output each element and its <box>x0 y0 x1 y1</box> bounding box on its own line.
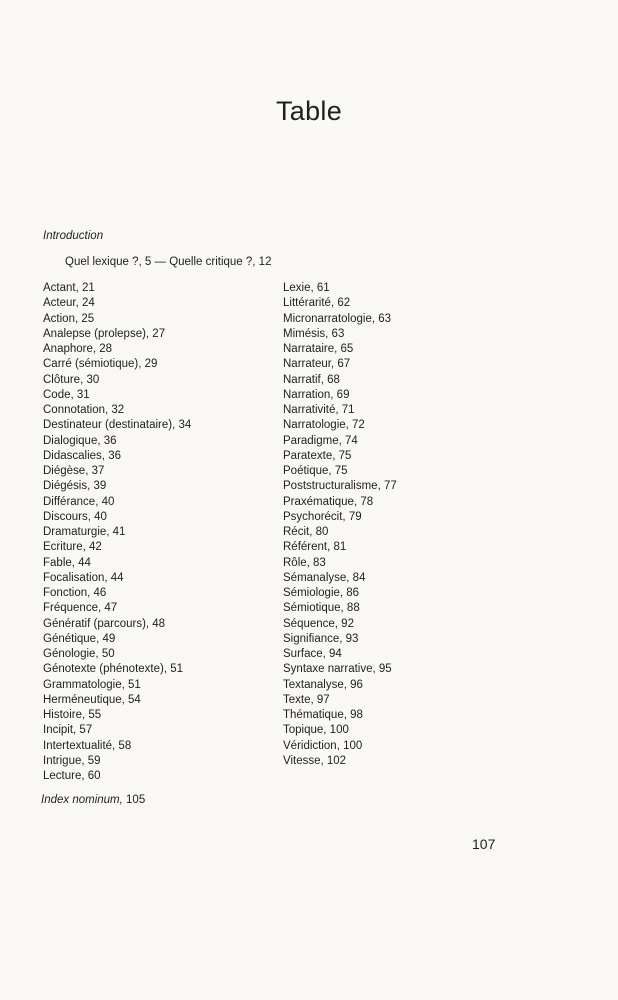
toc-entry: Intrigue, 59 <box>43 754 101 767</box>
toc-entry: Surface, 94 <box>283 648 342 660</box>
toc-entry: Texte, 97 <box>283 693 330 706</box>
toc-entry: Lexie, 61 <box>283 282 330 294</box>
toc-entry: Destinateur (destinataire), 34 <box>43 419 192 432</box>
toc-right-column <box>283 281 397 769</box>
toc-entry: Fonction, 46 <box>43 587 107 599</box>
toc-entry: Paratexte, 75 <box>283 449 352 462</box>
toc-entry: Diégèse, 37 <box>43 465 105 477</box>
toc-entry: Thématique, 98 <box>283 709 363 721</box>
toc-entry: Référent, 81 <box>283 541 347 554</box>
toc-entry: Didascalies, 36 <box>43 449 121 462</box>
toc-entry: Anaphore, 28 <box>43 343 113 355</box>
toc-entry: Génératif (parcours), 48 <box>43 617 166 630</box>
toc-entry: Paradigme, 74 <box>283 434 358 447</box>
toc-entry: Sémiotique, 88 <box>283 602 360 615</box>
toc-entry: Signifiance, 93 <box>283 632 359 645</box>
toc-entry: Narratif, 68 <box>283 373 340 386</box>
toc-entry: Poétique, 75 <box>283 465 348 477</box>
toc-entry: Clôture, 30 <box>43 373 100 386</box>
toc-entry: Fréquence, 47 <box>43 602 118 615</box>
toc-entry: Textanalyse, 96 <box>283 678 363 691</box>
toc-entry: Narration, 69 <box>283 388 350 401</box>
toc-entry: Génologie, 50 <box>43 648 115 660</box>
toc-entry: Syntaxe narrative, 95 <box>283 663 392 676</box>
toc-entry: Différance, 40 <box>43 495 115 508</box>
toc-entry: Carré (sémiotique), 29 <box>43 358 158 371</box>
toc-entry: Actant, 21 <box>43 282 95 294</box>
introduction-entries: Quel lexique ?, 5 — Quelle critique ?, 12 <box>65 256 272 268</box>
page-number: 107 <box>472 836 496 852</box>
toc-entry: Incipit, 57 <box>43 724 93 737</box>
toc-entry: Littérarité, 62 <box>283 297 351 310</box>
page-title: Table <box>275 96 343 126</box>
toc-entry: Génétique, 49 <box>43 632 116 645</box>
toc-entry: Dialogique, 36 <box>43 434 117 447</box>
toc-entry: Génotexte (phénotexte), 51 <box>43 663 184 676</box>
toc-entry: Dramaturgie, 41 <box>43 526 126 538</box>
toc-entry: Acteur, 24 <box>43 297 95 310</box>
toc-entry: Vitesse, 102 <box>283 754 347 767</box>
toc-entry: Ecriture, 42 <box>43 541 102 554</box>
introduction-heading: Introduction <box>43 230 104 242</box>
toc-entry: Séquence, 92 <box>283 617 354 630</box>
toc-entry: Lecture, 60 <box>43 770 101 782</box>
toc-entry: Analepse (prolepse), 27 <box>43 327 166 340</box>
toc-entry: Fable, 44 <box>43 556 91 569</box>
toc-entry: Praxématique, 78 <box>283 495 374 508</box>
index-nominum-label: Index nominum, <box>41 794 123 806</box>
toc-entry: Véridiction, 100 <box>283 739 363 752</box>
toc-entry: Narrativité, 71 <box>283 404 355 416</box>
toc-entry: Sémiologie, 86 <box>283 587 360 599</box>
toc-entry: Connotation, 32 <box>43 404 125 416</box>
toc-entry: Histoire, 55 <box>43 709 102 721</box>
toc-entry: Récit, 80 <box>283 526 329 538</box>
toc-entry: Focalisation, 44 <box>43 571 124 584</box>
toc-entry: Herméneutique, 54 <box>43 693 141 706</box>
toc-entry: Psychorécit, 79 <box>283 510 362 523</box>
toc-entry: Mimésis, 63 <box>283 327 345 340</box>
toc-entry: Topique, 100 <box>283 724 349 737</box>
toc-entry: Poststructuralisme, 77 <box>283 480 397 493</box>
index-nominum-page: 105 <box>122 794 146 806</box>
toc-entry: Narrateur, 67 <box>283 358 351 371</box>
toc-entry: Code, 31 <box>43 388 90 401</box>
toc-entry: Action, 25 <box>43 312 95 325</box>
toc-entry: Grammatologie, 51 <box>43 678 141 691</box>
index-nominum-entry <box>41 794 145 806</box>
toc-entry: Sémanalyse, 84 <box>283 571 366 584</box>
toc-entry: Narratologie, 72 <box>283 419 365 432</box>
toc-entry: Narrataire, 65 <box>283 343 354 355</box>
toc-entry: Rôle, 83 <box>283 556 326 569</box>
toc-entry: Intertextualité, 58 <box>43 739 132 752</box>
toc-entry: Micronarratologie, 63 <box>283 312 392 325</box>
toc-entry: Discours, 40 <box>43 510 107 523</box>
toc-left-column <box>43 281 191 784</box>
toc-entry: Diégésis, 39 <box>43 480 107 493</box>
